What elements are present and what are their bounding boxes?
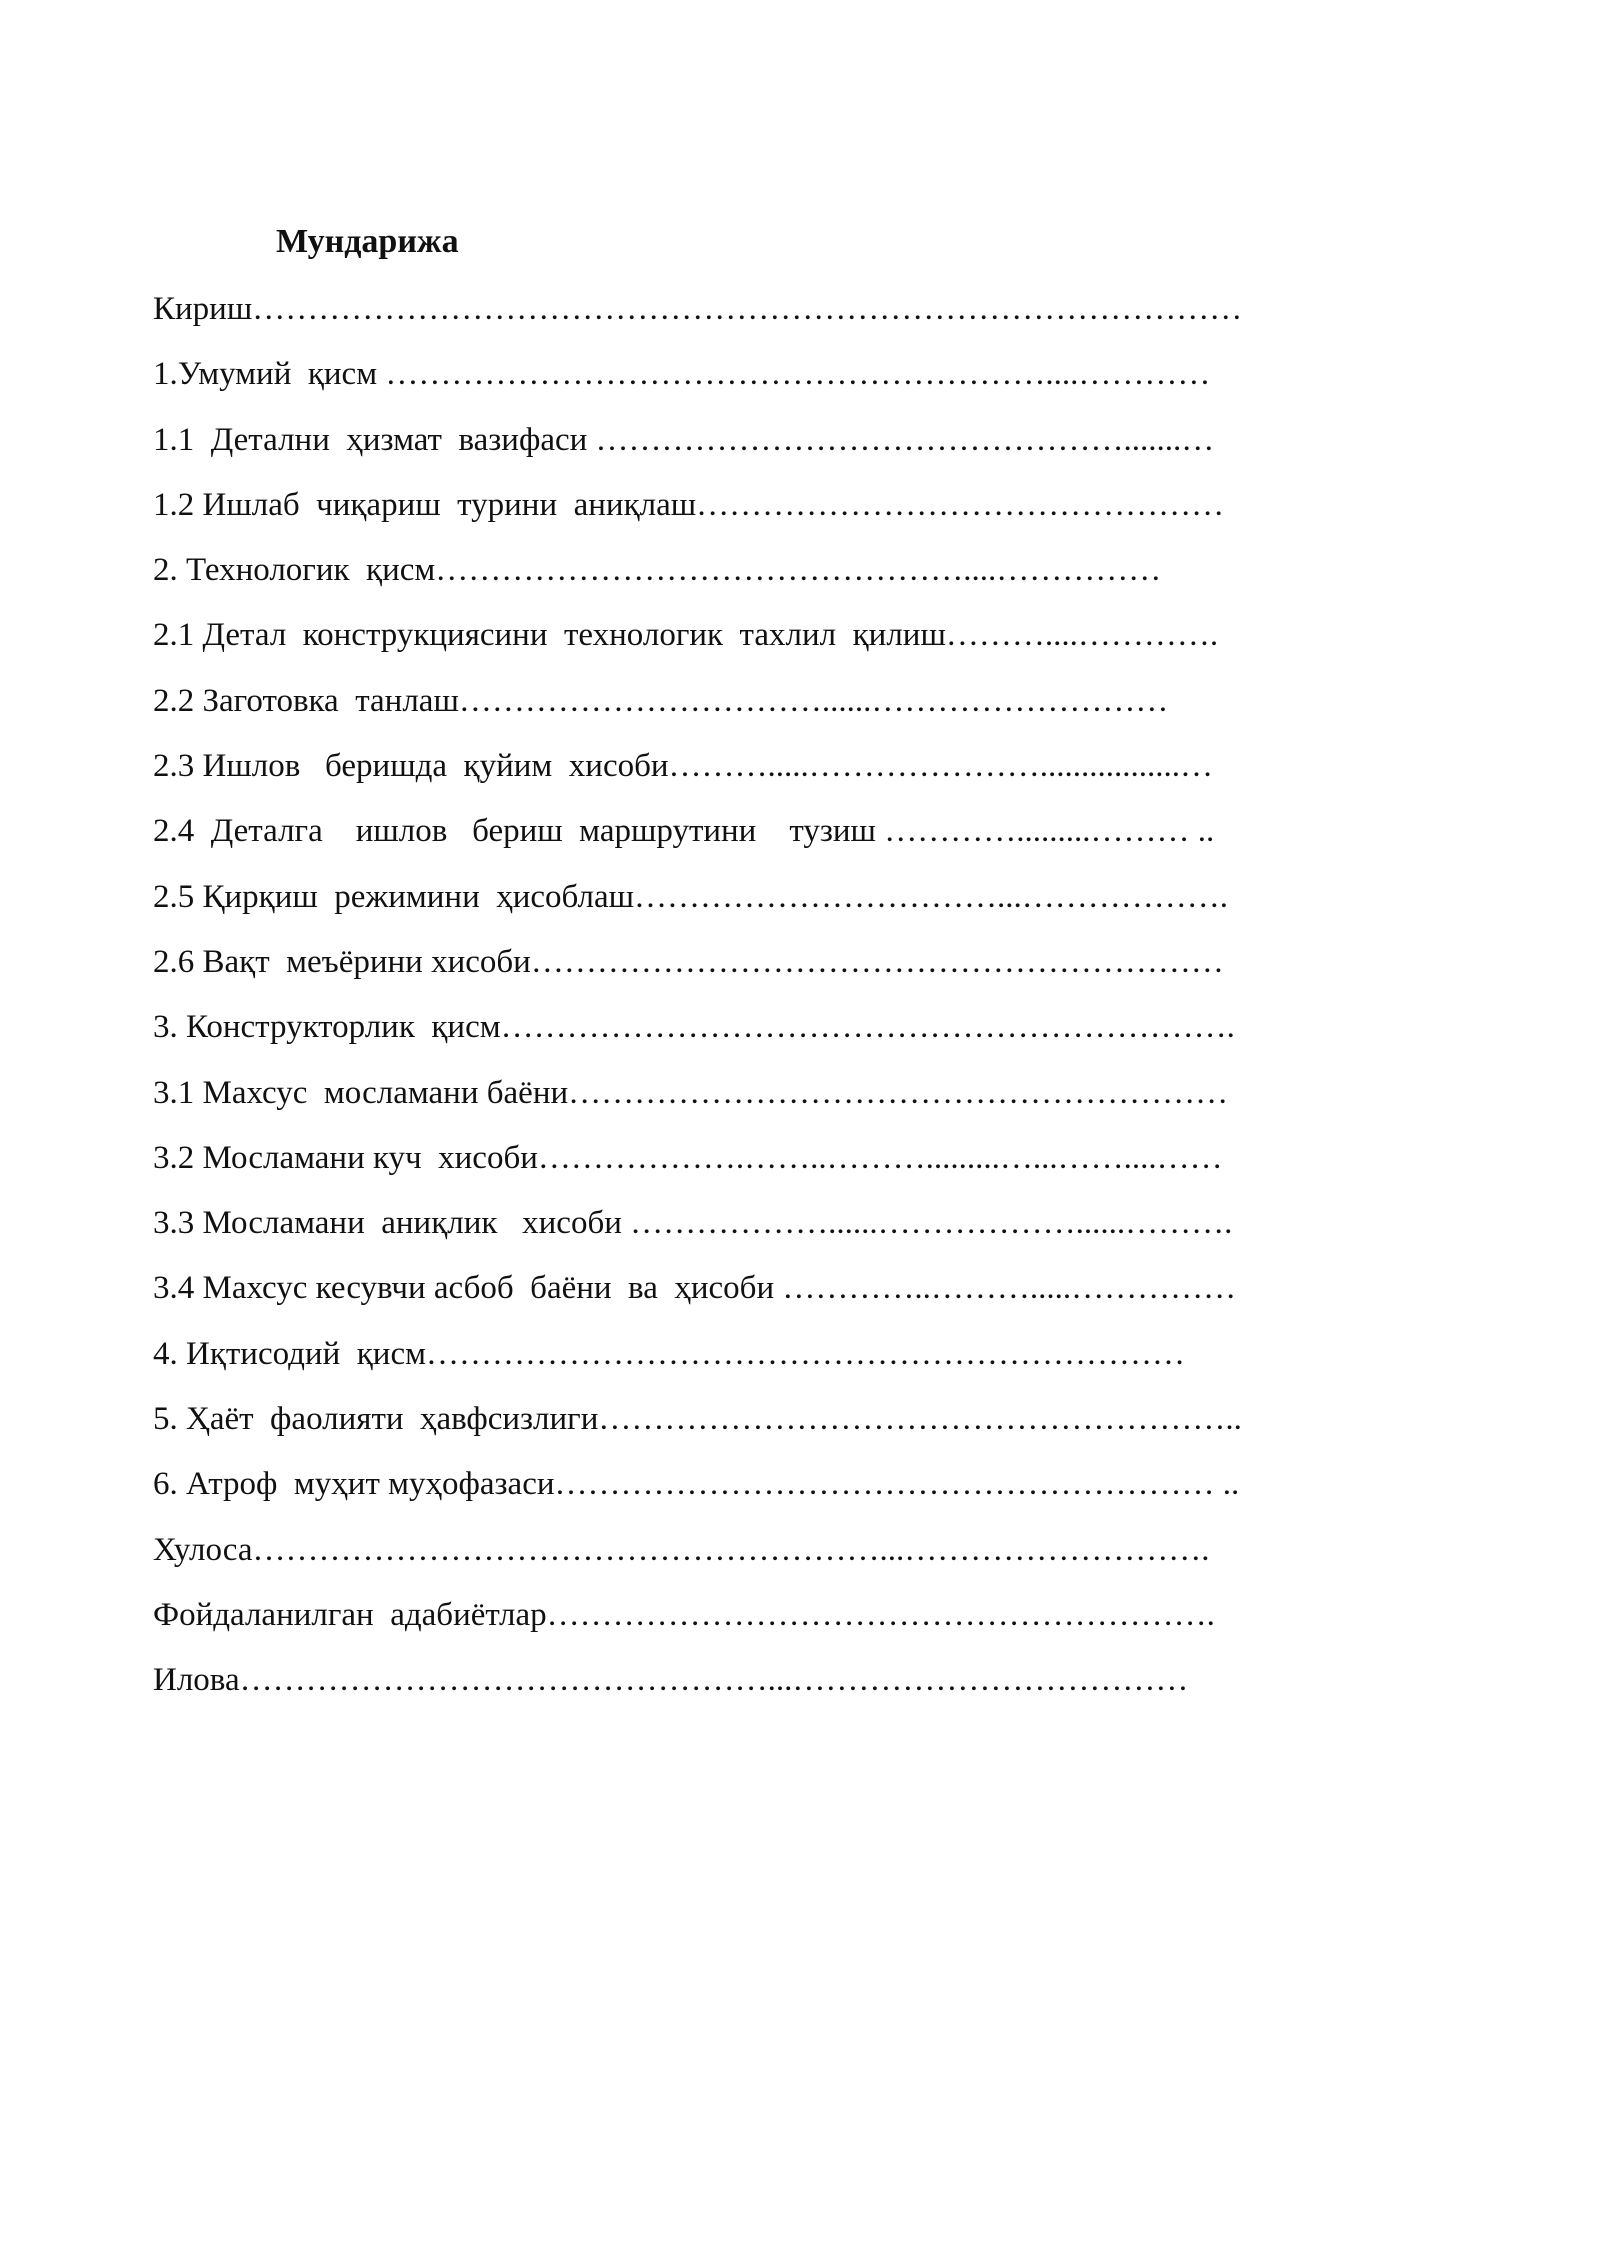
toc-entry-3-1: 3.1 Махсус мосламани баёни…………………………………………………… [153,1074,1229,1111]
toc-entry-1-2: 1.2 Ишлаб чиқариш турини аниқлаш………………………………………… [153,486,1225,523]
toc-entry-2-2: 2.2 Заготовка танлаш……………………………......……………………… [153,682,1169,719]
toc-entry-2-5: 2.5 Қирқиш режимини ҳисоблаш……………………………...………………. [153,878,1229,915]
toc-list [153,281,1242,1718]
toc-entry-2-6: 2.6 Вақт меъёрини хисоби……………………………………………………… [153,943,1224,980]
toc-entry-1: 1.Умумий қисм ……………………………………………………....………… [153,356,1211,393]
toc-entry-2-4: 2.4 Деталга ишлов бериш маршрутини тузиш ………….........……… .. [153,813,1215,850]
toc-entry-1-1: 1.1 Детални ҳизмат вазифаси ………………………………………….......… [153,421,1215,458]
toc-entry-2-3: 2.3 Ишлов беришда қуйим хисоби……….....………………….................… [153,748,1214,785]
toc-entry-3-3: 3.3 Мосламани аниқлик хисоби ………………......………………......………. [153,1205,1233,1242]
toc-entry-conclusion: Хулоса…………………………………………………...………………………. [153,1531,1210,1568]
toc-entry-5: 5. Ҳаёт фаолияти ҳавфсизлиги………………………………………………….. [153,1401,1242,1438]
toc-entry-references: Фойдаланилган адабиётлар……………………………………………………. [153,1596,1215,1633]
toc-entry-appendix: Илова…………………………………………...……………………………… [153,1662,1189,1699]
toc-entry-3-4: 3.4 Махсус кесувчи асбоб баёни ва ҳисоби …………..……….....…………… [153,1270,1237,1307]
toc-entry-2-1: 2.1 Детал конструкциясини технологик тахлил қилиш………....…………. [153,617,1219,654]
toc-entry-4: 4. Иқтисодий қисм…………………………………………………………… [153,1335,1185,1372]
toc-entry-6: 6. Атроф муҳит муҳофазаси…………………………………………………… .. [153,1466,1240,1503]
toc-title: Мундарижа [276,223,459,260]
toc-entry-3-2: 3.2 Мосламани куч хисоби……………….……..……….........…...……....…… [153,1139,1223,1176]
toc-entry-introduction: Кириш……………………………………………………………………………… [153,291,1243,327]
toc-entry-2: 2. Технологик қисм…………………………………………....…………… [153,552,1162,589]
toc-entry-3: 3. Конструкторлик қисм…………………………………………………………. [153,1009,1235,1046]
